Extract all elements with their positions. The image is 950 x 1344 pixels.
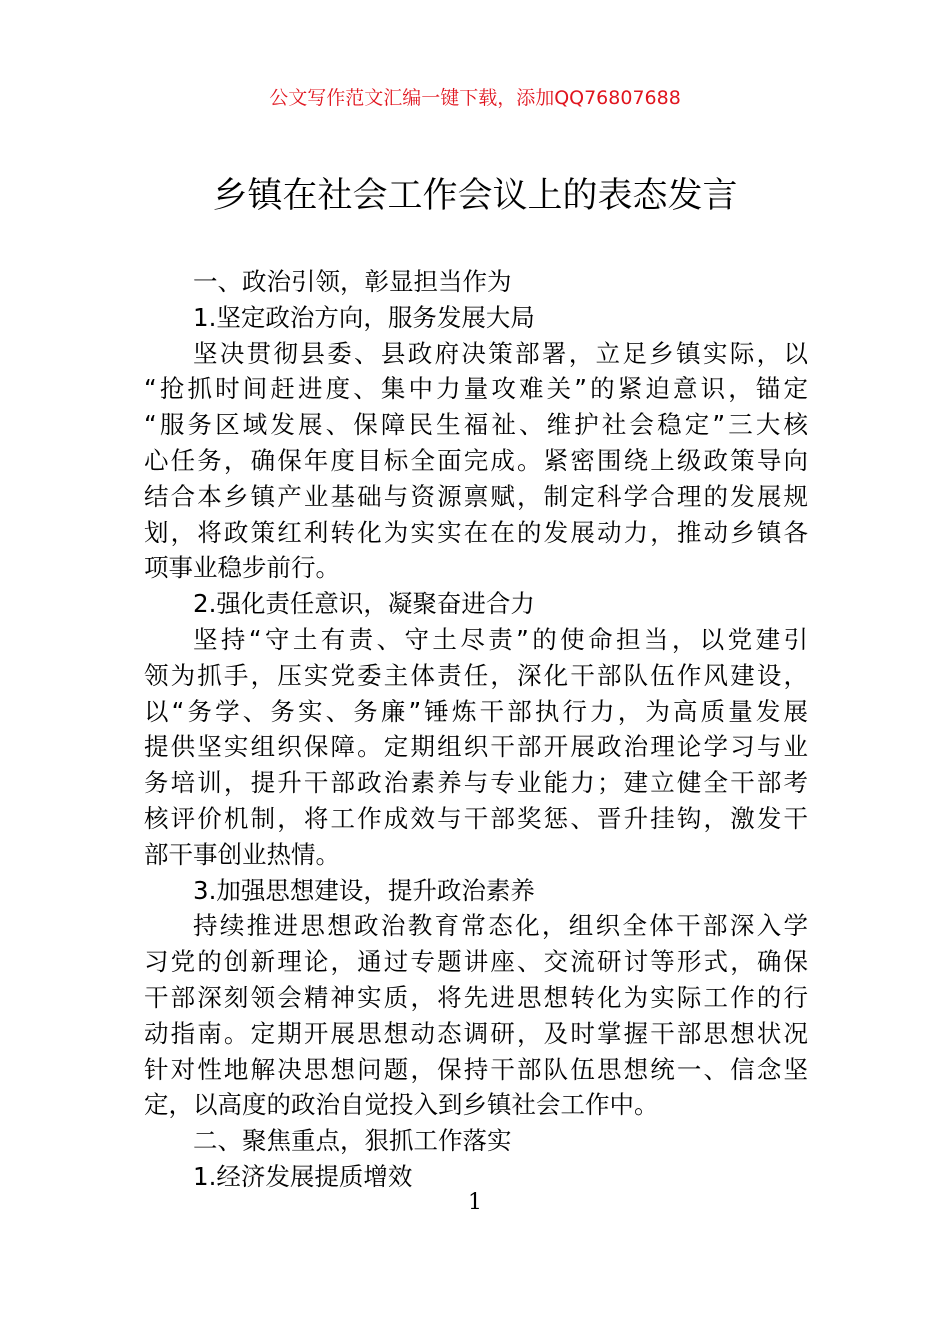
section-heading: 一、政治引领，彰显担当作为 [193, 267, 512, 296]
paragraph-line: 心任务，确保年度目标全面完成。紧密围绕上级政策导向 [144, 445, 808, 475]
paragraph-line: 针对性地解决思想问题，保持干部队伍思想统一、信念坚 [144, 1054, 808, 1084]
paragraph-line: 划，将政策红利转化为实实在在的发展动力，推动乡镇各 [144, 517, 808, 547]
paragraph-line: 持续推进思想政治教育常态化，组织全体干部深入学 [193, 911, 808, 941]
section-heading: 二、聚焦重点，狠抓工作落实 [193, 1126, 512, 1156]
paragraph-line: 习党的创新理论，通过专题讲座、交流研讨等形式，确保 [144, 947, 808, 977]
paragraph-line: 部干事创业热情。 [144, 839, 340, 869]
paragraph-line: “服务区域发展、保障民生福祉、维护社会稳定”三大核 [144, 410, 808, 440]
download-banner: 公文写作范文汇编一键下载，添加QQ76807688 [269, 87, 681, 109]
subsection-heading: 3.加强思想建设，提升政治素养 [193, 875, 535, 905]
paragraph-line: 核评价机制，将工作成效与干部奖惩、晋升挂钩，激发干 [144, 803, 808, 833]
paragraph-line: 动指南。定期开展思想动态调研，及时掌握干部思想状况 [144, 1018, 808, 1048]
subsection-heading: 1.坚定政治方向，服务发展大局 [193, 302, 535, 332]
subsection-heading: 2.强化责任意识，凝聚奋进合力 [193, 589, 535, 619]
paragraph-line: 以“务学、务实、务廉”锤炼干部执行力，为高质量发展 [144, 696, 808, 726]
paragraph-line: 结合本乡镇产业基础与资源禀赋，制定科学合理的发展规 [144, 481, 808, 511]
paragraph-line: “抢抓时间赶进度、集中力量攻难关”的紧迫意识，锚定 [144, 374, 808, 404]
paragraph-line: 项事业稳步前行。 [144, 553, 340, 583]
subsection-heading: 1.经济发展提质增效 [193, 1161, 413, 1191]
paragraph-line: 干部深刻领会精神实质，将先进思想转化为实际工作的行 [144, 982, 808, 1012]
page-number: 1 [468, 1190, 482, 1215]
paragraph-line: 提供坚实组织保障。定期组织干部开展政治理论学习与业 [144, 732, 808, 762]
document-title: 乡镇在社会工作会议上的表态发言 [212, 176, 738, 216]
paragraph-line: 务培训，提升干部政治素养与专业能力；建立健全干部考 [144, 768, 808, 798]
paragraph-line: 领为抓手，压实党委主体责任，深化干部队伍作风建设， [144, 660, 808, 690]
document-body [144, 264, 808, 1195]
paragraph-line: 坚持“守土有责、守土尽责”的使命担当，以党建引 [193, 624, 808, 654]
paragraph-line: 坚决贯彻县委、县政府决策部署，立足乡镇实际，以 [193, 338, 808, 368]
paragraph-line: 定，以高度的政治自觉投入到乡镇社会工作中。 [144, 1090, 659, 1120]
